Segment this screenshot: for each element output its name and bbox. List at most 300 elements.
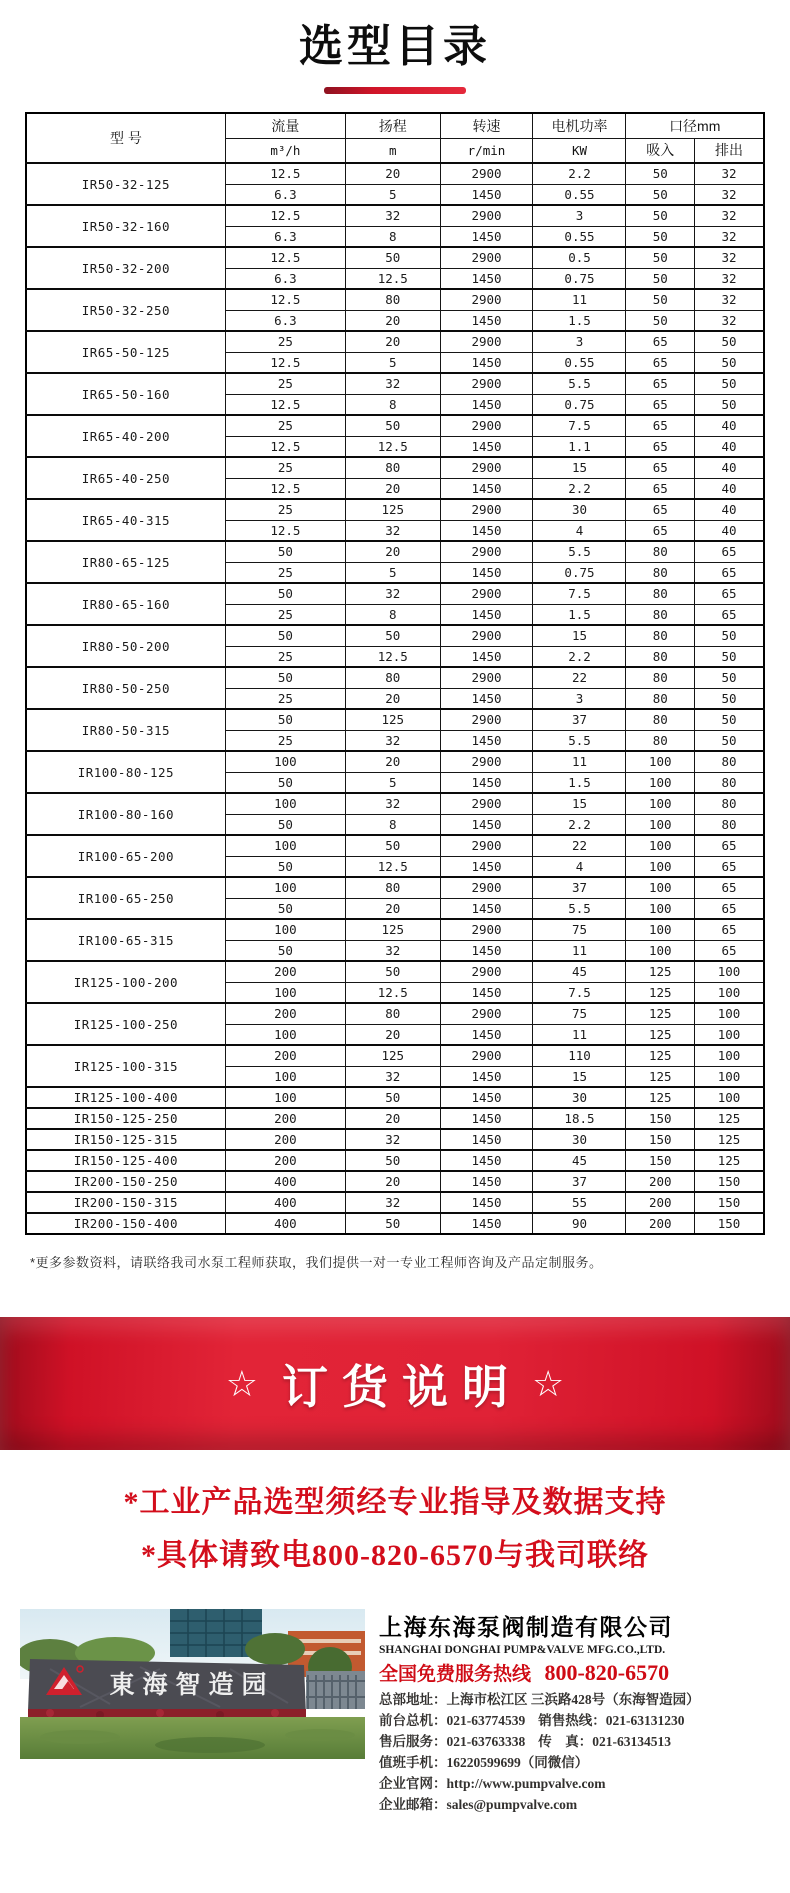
spec-cell: 12.5: [225, 289, 345, 310]
spec-cell: 80: [695, 751, 764, 772]
spec-cell: 1450: [440, 688, 533, 709]
spec-cell: 7.5: [533, 415, 626, 436]
spec-cell: 2900: [440, 835, 533, 856]
contact-label: 总部地址：: [379, 1692, 447, 1707]
spec-cell: 125: [626, 961, 695, 982]
spec-cell: 80: [626, 646, 695, 667]
spec-cell: 50: [225, 625, 345, 646]
table-header: [26, 113, 764, 163]
spec-cell: 150: [695, 1171, 764, 1192]
model-cell: IR100-65-250: [26, 877, 225, 919]
spec-cell: 11: [533, 751, 626, 772]
spec-cell: 65: [695, 877, 764, 898]
spec-cell: 80: [346, 1003, 440, 1024]
spec-cell: 50: [346, 1150, 440, 1171]
model-cell: IR80-65-160: [26, 583, 225, 625]
spec-cell: 8: [346, 226, 440, 247]
model-cell: IR200-150-315: [26, 1192, 225, 1213]
spec-cell: 12.5: [225, 520, 345, 541]
spec-cell: 1450: [440, 226, 533, 247]
spec-cell: 80: [346, 457, 440, 478]
spec-cell: 65: [695, 604, 764, 625]
spec-cell: 25: [225, 604, 345, 625]
model-cell: IR50-32-160: [26, 205, 225, 247]
table-row: [26, 961, 764, 982]
spec-cell: 100: [626, 772, 695, 793]
spec-cell: 100: [225, 793, 345, 814]
model-cell: IR65-40-250: [26, 457, 225, 499]
spec-cell: 100: [626, 877, 695, 898]
model-cell: IR65-40-315: [26, 499, 225, 541]
spec-cell: 40: [695, 499, 764, 520]
model-cell: IR65-40-200: [26, 415, 225, 457]
spec-cell: 150: [695, 1213, 764, 1234]
spec-cell: 15: [533, 625, 626, 646]
facility-photo: [20, 1609, 365, 1759]
spec-cell: 100: [225, 1024, 345, 1045]
spec-cell: 2900: [440, 289, 533, 310]
spec-cell: 2900: [440, 205, 533, 226]
spec-cell: 80: [626, 730, 695, 751]
model-cell: IR100-80-125: [26, 751, 225, 793]
spec-cell: 1450: [440, 1066, 533, 1087]
header-head: 扬程: [346, 113, 440, 138]
model-cell: IR100-65-315: [26, 919, 225, 961]
spec-cell: 32: [695, 205, 764, 226]
hotline-label: 全国免费服务热线: [379, 1664, 532, 1685]
model-cell: IR80-50-250: [26, 667, 225, 709]
spec-cell: 12.5: [225, 394, 345, 415]
spec-cell: 100: [225, 751, 345, 772]
model-cell: IR50-32-125: [26, 163, 225, 205]
spec-cell: 5: [346, 184, 440, 205]
table-row: [26, 457, 764, 478]
spec-cell: 11: [533, 1024, 626, 1045]
spec-cell: 0.75: [533, 268, 626, 289]
spec-cell: 15: [533, 457, 626, 478]
service-hotline: [379, 1659, 772, 1686]
spec-cell: 125: [695, 1108, 764, 1129]
spec-cell: 20: [346, 1171, 440, 1192]
spec-cell: 25: [225, 688, 345, 709]
spec-cell: 15: [533, 793, 626, 814]
hotline-number: 800-820-6570: [544, 1660, 670, 1685]
table-body: [26, 163, 764, 1234]
spec-cell: 1450: [440, 814, 533, 835]
spec-cell: 80: [695, 814, 764, 835]
spec-cell: 80: [626, 667, 695, 688]
spec-cell: 1450: [440, 268, 533, 289]
table-row: [26, 1171, 764, 1192]
spec-cell: 4: [533, 520, 626, 541]
spec-cell: 65: [695, 940, 764, 961]
spec-cell: 32: [346, 1066, 440, 1087]
spec-cell: 3: [533, 331, 626, 352]
spec-cell: 32: [346, 520, 440, 541]
contact-value: 上海市松江区 三浜路428号（东海智造园）: [446, 1692, 700, 1707]
spec-cell: 7.5: [533, 982, 626, 1003]
spec-cell: 8: [346, 604, 440, 625]
spec-cell: 200: [225, 1108, 345, 1129]
spec-cell: 3: [533, 205, 626, 226]
contact-label: 售后服务：: [379, 1734, 447, 1749]
spec-cell: 400: [225, 1213, 345, 1234]
spec-cell: 25: [225, 499, 345, 520]
spec-cell: 80: [695, 793, 764, 814]
table-row: [26, 835, 764, 856]
spec-cell: 80: [346, 289, 440, 310]
spec-cell: 1450: [440, 730, 533, 751]
spec-cell: 125: [695, 1150, 764, 1171]
spec-cell: 0.55: [533, 352, 626, 373]
spec-cell: 100: [626, 835, 695, 856]
table-row: [26, 751, 764, 772]
spec-cell: 5.5: [533, 373, 626, 394]
contact-value: 021-63763338: [446, 1734, 526, 1749]
spec-cell: 90: [533, 1213, 626, 1234]
spec-cell: 12.5: [225, 205, 345, 226]
spec-cell: 80: [626, 688, 695, 709]
spec-cell: 65: [626, 394, 695, 415]
spec-cell: 5.5: [533, 898, 626, 919]
spec-cell: 1450: [440, 1213, 533, 1234]
spec-cell: 1450: [440, 982, 533, 1003]
spec-cell: 11: [533, 289, 626, 310]
spec-cell: 65: [626, 415, 695, 436]
spec-cell: 1.1: [533, 436, 626, 457]
spec-cell: 1450: [440, 184, 533, 205]
spec-cell: 125: [626, 1024, 695, 1045]
title-underline-divider: [324, 87, 466, 94]
contact-label: 传 真：: [538, 1734, 593, 1749]
table-row: [26, 877, 764, 898]
header-power-unit: KW: [533, 138, 626, 163]
spec-cell: 200: [626, 1213, 695, 1234]
spec-cell: 6.3: [225, 268, 345, 289]
spec-cell: 200: [225, 1003, 345, 1024]
spec-cell: 150: [626, 1129, 695, 1150]
table-row: [26, 1087, 764, 1108]
spec-cell: 32: [346, 373, 440, 394]
spec-cell: 65: [626, 520, 695, 541]
spec-cell: 50: [626, 268, 695, 289]
spec-cell: 40: [695, 415, 764, 436]
spec-cell: 200: [225, 961, 345, 982]
spec-cell: 50: [346, 625, 440, 646]
spec-cell: 1450: [440, 436, 533, 457]
spec-cell: 2900: [440, 793, 533, 814]
spec-cell: 1450: [440, 1087, 533, 1108]
spec-cell: 20: [346, 163, 440, 184]
spec-cell: 100: [626, 856, 695, 877]
spec-cell: 2900: [440, 247, 533, 268]
spec-cell: 4: [533, 856, 626, 877]
spec-cell: 100: [695, 961, 764, 982]
contact-value: http://www.pumpvalve.com: [446, 1776, 606, 1791]
spec-cell: 25: [225, 562, 345, 583]
model-cell: IR50-32-200: [26, 247, 225, 289]
spec-cell: 50: [695, 730, 764, 751]
spec-cell: 125: [626, 1087, 695, 1108]
spec-cell: 32: [695, 184, 764, 205]
table-row: [26, 1150, 764, 1171]
spec-cell: 100: [225, 982, 345, 1003]
spec-cell: 75: [533, 919, 626, 940]
spec-cell: 2900: [440, 751, 533, 772]
spec-cell: 50: [695, 352, 764, 373]
spec-cell: 45: [533, 961, 626, 982]
contact-value: 021-63774539: [446, 1713, 526, 1728]
header-head-unit: m: [346, 138, 440, 163]
spec-cell: 22: [533, 835, 626, 856]
spec-cell: 50: [225, 541, 345, 562]
spec-cell: 2900: [440, 667, 533, 688]
spec-cell: 2900: [440, 625, 533, 646]
spec-cell: 2.2: [533, 478, 626, 499]
spec-cell: 32: [346, 205, 440, 226]
spec-cell: 2.2: [533, 163, 626, 184]
table-row: [26, 205, 764, 226]
spec-cell: 12.5: [346, 436, 440, 457]
spec-cell: 12.5: [346, 856, 440, 877]
spec-cell: 50: [626, 226, 695, 247]
contact-line: [379, 1752, 772, 1773]
spec-cell: 1450: [440, 394, 533, 415]
spec-cell: 125: [346, 1045, 440, 1066]
table-row: [26, 289, 764, 310]
spec-cell: 7.5: [533, 583, 626, 604]
table-row: [26, 373, 764, 394]
spec-cell: 50: [626, 205, 695, 226]
table-row: [26, 163, 764, 184]
spec-cell: 25: [225, 331, 345, 352]
spec-cell: 65: [695, 562, 764, 583]
table-row: [26, 709, 764, 730]
spec-cell: 1450: [440, 604, 533, 625]
pump-selection-table: [25, 112, 765, 1235]
header-model: 型 号: [26, 113, 225, 163]
spec-cell: 1.5: [533, 604, 626, 625]
contact-value: sales@pumpvalve.com: [446, 1797, 578, 1812]
spec-cell: 400: [225, 1192, 345, 1213]
spec-cell: 12.5: [225, 352, 345, 373]
spec-cell: 200: [225, 1129, 345, 1150]
spec-cell: 80: [346, 877, 440, 898]
spec-cell: 12.5: [225, 436, 345, 457]
spec-cell: 100: [695, 1087, 764, 1108]
spec-cell: 80: [626, 541, 695, 562]
spec-cell: 0.75: [533, 562, 626, 583]
spec-cell: 8: [346, 394, 440, 415]
spec-cell: 0.75: [533, 394, 626, 415]
model-cell: IR50-32-250: [26, 289, 225, 331]
spec-cell: 40: [695, 457, 764, 478]
spec-cell: 25: [225, 373, 345, 394]
spec-cell: 65: [626, 478, 695, 499]
spec-cell: 32: [346, 1192, 440, 1213]
spec-cell: 32: [695, 163, 764, 184]
spec-cell: 1450: [440, 352, 533, 373]
spec-cell: 100: [695, 1024, 764, 1045]
spec-cell: 2900: [440, 919, 533, 940]
spec-cell: 1450: [440, 898, 533, 919]
spec-cell: 2900: [440, 373, 533, 394]
spec-cell: 50: [695, 646, 764, 667]
spec-cell: 100: [626, 919, 695, 940]
spec-cell: 2900: [440, 331, 533, 352]
spec-cell: 125: [346, 499, 440, 520]
table-row: [26, 1213, 764, 1234]
order-note-line-1: *工业产品选型须经专业指导及数据支持: [123, 1486, 667, 1519]
spec-cell: 5.5: [533, 541, 626, 562]
spec-cell: 18.5: [533, 1108, 626, 1129]
spec-cell: 75: [533, 1003, 626, 1024]
spec-cell: 50: [225, 856, 345, 877]
spec-cell: 50: [626, 163, 695, 184]
spec-cell: 100: [626, 814, 695, 835]
spec-cell: 1450: [440, 310, 533, 331]
spec-cell: 65: [695, 583, 764, 604]
spec-cell: 50: [626, 310, 695, 331]
model-cell: IR200-150-250: [26, 1171, 225, 1192]
spec-cell: 125: [695, 1129, 764, 1150]
spec-cell: 200: [225, 1150, 345, 1171]
spec-cell: 50: [695, 625, 764, 646]
spec-cell: 12.5: [346, 268, 440, 289]
table-row: [26, 1045, 764, 1066]
spec-cell: 55: [533, 1192, 626, 1213]
spec-cell: 100: [225, 877, 345, 898]
model-cell: IR65-50-160: [26, 373, 225, 415]
spec-cell: 1450: [440, 478, 533, 499]
spec-cell: 25: [225, 457, 345, 478]
contact-label: 值班手机：: [379, 1755, 447, 1770]
contact-line: [379, 1773, 772, 1794]
spec-cell: 125: [346, 709, 440, 730]
spec-cell: 3: [533, 688, 626, 709]
spec-cell: 40: [695, 478, 764, 499]
spec-cell: 110: [533, 1045, 626, 1066]
spec-cell: 50: [626, 247, 695, 268]
spec-cell: 50: [695, 667, 764, 688]
spec-cell: 5: [346, 352, 440, 373]
bottom-whitespace: [0, 1815, 790, 1893]
spec-cell: 15: [533, 1066, 626, 1087]
spec-cell: 25: [225, 730, 345, 751]
spec-cell: 80: [626, 709, 695, 730]
spec-cell: 100: [626, 898, 695, 919]
spec-cell: 1450: [440, 1192, 533, 1213]
spec-cell: 0.55: [533, 226, 626, 247]
table-row: [26, 583, 764, 604]
spec-cell: 80: [626, 583, 695, 604]
spec-cell: 50: [346, 1087, 440, 1108]
spec-cell: 50: [346, 247, 440, 268]
spec-cell: 32: [346, 730, 440, 751]
header-power: 电机功率: [533, 113, 626, 138]
spec-cell: 32: [695, 289, 764, 310]
spec-cell: 50: [225, 772, 345, 793]
spec-cell: 50: [695, 394, 764, 415]
spec-cell: 5: [346, 772, 440, 793]
table-row: [26, 1108, 764, 1129]
model-cell: IR125-100-400: [26, 1087, 225, 1108]
spec-cell: 125: [626, 982, 695, 1003]
spec-cell: 65: [695, 541, 764, 562]
spec-cell: 1450: [440, 562, 533, 583]
contact-value: 021-63131230: [605, 1713, 685, 1728]
spec-cell: 50: [346, 961, 440, 982]
spec-cell: 100: [626, 793, 695, 814]
spec-cell: 2.2: [533, 814, 626, 835]
spec-cell: 125: [626, 1045, 695, 1066]
spec-cell: 1.5: [533, 772, 626, 793]
star-icon: ☆: [532, 1362, 565, 1404]
spec-cell: 100: [695, 1045, 764, 1066]
model-cell: IR150-125-250: [26, 1108, 225, 1129]
spec-cell: 200: [225, 1045, 345, 1066]
spec-cell: 65: [626, 373, 695, 394]
spec-cell: 50: [346, 415, 440, 436]
spec-cell: 125: [626, 1003, 695, 1024]
table-row: [26, 499, 764, 520]
contact-label: 企业官网：: [379, 1776, 447, 1791]
spec-cell: 100: [695, 982, 764, 1003]
page-title: 选型目录: [299, 22, 491, 71]
table-row: [26, 1192, 764, 1213]
spec-cell: 2900: [440, 457, 533, 478]
spec-cell: 80: [346, 667, 440, 688]
spec-cell: 50: [695, 331, 764, 352]
spec-cell: 65: [695, 898, 764, 919]
spec-cell: 200: [626, 1192, 695, 1213]
spec-cell: 200: [626, 1171, 695, 1192]
spec-cell: 65: [626, 352, 695, 373]
spec-cell: 6.3: [225, 226, 345, 247]
model-cell: IR125-100-250: [26, 1003, 225, 1045]
spec-cell: 20: [346, 751, 440, 772]
spec-cell: 100: [695, 1066, 764, 1087]
spec-cell: 45: [533, 1150, 626, 1171]
spec-cell: 50: [346, 1213, 440, 1234]
spec-cell: 30: [533, 499, 626, 520]
spec-cell: 5: [346, 562, 440, 583]
spec-cell: 80: [626, 625, 695, 646]
spec-cell: 150: [626, 1108, 695, 1129]
company-name-cn: 上海东海泵阀制造有限公司: [379, 1614, 673, 1640]
spec-cell: 20: [346, 478, 440, 499]
spec-cell: 2.2: [533, 646, 626, 667]
spec-cell: 20: [346, 688, 440, 709]
spec-cell: 1450: [440, 1150, 533, 1171]
spec-cell: 32: [695, 268, 764, 289]
spec-cell: 25: [225, 415, 345, 436]
spec-cell: 1450: [440, 520, 533, 541]
spec-cell: 2900: [440, 1045, 533, 1066]
spec-cell: 12.5: [225, 247, 345, 268]
header-speed-unit: r/min: [440, 138, 533, 163]
table-row: [26, 793, 764, 814]
model-cell: IR80-50-315: [26, 709, 225, 751]
header-suction: 吸入: [626, 138, 695, 163]
spec-cell: 2900: [440, 415, 533, 436]
spec-cell: 2900: [440, 961, 533, 982]
model-cell: IR80-65-125: [26, 541, 225, 583]
spec-cell: 32: [695, 247, 764, 268]
spec-cell: 11: [533, 940, 626, 961]
spec-cell: 100: [626, 940, 695, 961]
company-name-en: SHANGHAI DONGHAI PUMP&VALVE MFG.CO.,LTD.: [379, 1644, 666, 1656]
